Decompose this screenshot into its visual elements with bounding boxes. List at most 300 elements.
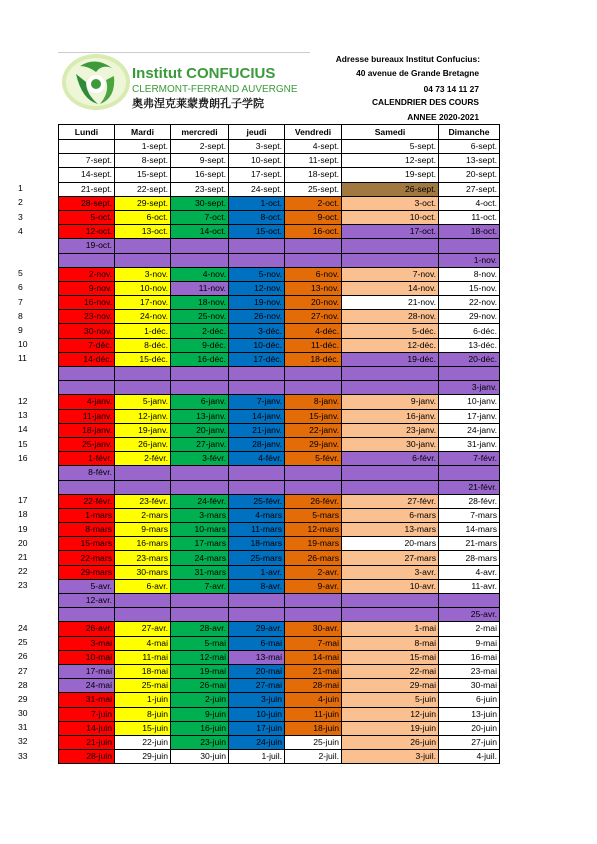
date-cell: 7-janv. <box>229 395 285 409</box>
date-cell: 2-mars <box>115 508 171 522</box>
date-cell: 11-oct. <box>439 210 500 224</box>
date-cell: 14-mai <box>285 650 342 664</box>
week-number: 2 <box>18 197 23 208</box>
date-cell: 26-févr. <box>285 494 342 508</box>
date-cell <box>171 367 229 381</box>
date-cell: 6-janv. <box>171 395 229 409</box>
date-cell <box>342 253 439 267</box>
date-cell: 22-mai <box>342 664 439 678</box>
date-cell: 5-févr. <box>285 452 342 466</box>
week-number: 14 <box>18 424 28 435</box>
date-cell: 19-oct. <box>59 239 115 253</box>
date-cell: 22-nov. <box>439 296 500 310</box>
table-row <box>59 594 500 608</box>
date-cell: 16-mars <box>115 537 171 551</box>
date-cell: 6-déc. <box>439 324 500 338</box>
date-cell: 23-mars <box>115 551 171 565</box>
date-cell: 18-sept. <box>285 168 342 182</box>
column-header-jeudi: jeudi <box>229 125 285 140</box>
table-row <box>59 494 500 508</box>
date-cell: 31-mars <box>171 565 229 579</box>
date-cell <box>115 466 171 480</box>
table-row <box>59 225 500 239</box>
date-cell: 2-mai <box>439 622 500 636</box>
date-cell: 11-janv. <box>59 409 115 423</box>
date-cell: 3-oct. <box>342 196 439 210</box>
table-row <box>59 409 500 423</box>
date-cell: 2-sept. <box>171 140 229 154</box>
date-cell <box>59 140 115 154</box>
date-cell: 21-juin <box>59 735 115 749</box>
table-row <box>59 352 500 366</box>
date-cell <box>285 608 342 622</box>
date-cell <box>59 480 115 494</box>
date-cell: 4-juil. <box>439 750 500 764</box>
date-cell <box>115 239 171 253</box>
week-number: 15 <box>18 438 28 449</box>
date-cell: 3-mai <box>59 636 115 650</box>
date-cell: 30-nov. <box>59 324 115 338</box>
date-cell: 19-mai <box>171 664 229 678</box>
date-cell: 3-sept. <box>229 140 285 154</box>
week-number: 28 <box>18 679 28 690</box>
date-cell: 17-oct. <box>342 225 439 239</box>
date-cell <box>171 608 229 622</box>
date-cell: 5-oct. <box>59 210 115 224</box>
date-cell: 5-janv. <box>115 395 171 409</box>
date-cell: 25-nov. <box>171 310 229 324</box>
date-cell: 28-mars <box>439 551 500 565</box>
table-row <box>59 154 500 168</box>
date-cell: 28-avr. <box>171 622 229 636</box>
date-cell <box>285 381 342 395</box>
date-cell: 2-avr. <box>285 565 342 579</box>
date-cell: 29-mai <box>342 679 439 693</box>
date-cell <box>229 466 285 480</box>
week-number: 16 <box>18 452 28 463</box>
table-row <box>59 523 500 537</box>
date-cell: 4-avr. <box>439 565 500 579</box>
date-cell: 17-janv. <box>439 409 500 423</box>
date-cell: 10-sept. <box>229 154 285 168</box>
date-cell: 16-nov. <box>59 296 115 310</box>
date-cell: 9-janv. <box>342 395 439 409</box>
date-cell <box>59 367 115 381</box>
table-row <box>59 636 500 650</box>
column-header-samedi: Samedi <box>342 125 439 140</box>
date-cell: 20-mai <box>229 664 285 678</box>
date-cell: 24-janv. <box>439 423 500 437</box>
date-cell: 23-juin <box>171 735 229 749</box>
phone-number: 04 73 14 11 27 <box>423 84 479 94</box>
date-cell: 5-mai <box>171 636 229 650</box>
date-cell: 8-mai <box>342 636 439 650</box>
date-cell: 7-sept. <box>59 154 115 168</box>
date-cell: 13-oct. <box>115 225 171 239</box>
week-number: 21 <box>18 552 28 563</box>
date-cell <box>285 239 342 253</box>
date-cell: 8-févr. <box>59 466 115 480</box>
date-cell: 24-févr. <box>171 494 229 508</box>
date-cell <box>342 466 439 480</box>
date-cell: 26-mai <box>171 679 229 693</box>
week-number: 18 <box>18 509 28 520</box>
week-number: 11 <box>18 353 27 364</box>
date-cell: 9-oct. <box>285 210 342 224</box>
date-cell: 22-mars <box>59 551 115 565</box>
date-cell: 18-mai <box>115 664 171 678</box>
date-cell: 4-déc. <box>285 324 342 338</box>
date-cell: 9-avr. <box>285 579 342 593</box>
date-cell: 12-sept. <box>342 154 439 168</box>
date-cell: 14-sept. <box>59 168 115 182</box>
date-cell: 25-avr. <box>439 608 500 622</box>
week-number: 23 <box>18 580 28 591</box>
course-calendar-table <box>58 124 500 764</box>
date-cell: 8-mars <box>59 523 115 537</box>
date-cell: 8-oct. <box>229 210 285 224</box>
date-cell: 27-mars <box>342 551 439 565</box>
date-cell <box>115 594 171 608</box>
date-cell: 3-mars <box>171 508 229 522</box>
date-cell: 21-nov. <box>342 296 439 310</box>
date-cell: 14-déc. <box>59 352 115 366</box>
date-cell: 15-juin <box>115 721 171 735</box>
date-cell: 16-juin <box>171 721 229 735</box>
date-cell: 10-janv. <box>439 395 500 409</box>
date-cell <box>439 466 500 480</box>
date-cell: 8-juin <box>115 707 171 721</box>
date-cell: 3-nov. <box>115 267 171 281</box>
date-cell: 4-mars <box>229 508 285 522</box>
week-number: 1 <box>18 183 23 194</box>
date-cell: 1-juin <box>115 693 171 707</box>
table-row <box>59 480 500 494</box>
date-cell: 6-oct. <box>115 210 171 224</box>
date-cell: 21-janv. <box>229 423 285 437</box>
date-cell: 2-nov. <box>59 267 115 281</box>
date-cell <box>285 367 342 381</box>
week-number: 8 <box>18 310 23 321</box>
date-cell: 12-avr. <box>59 594 115 608</box>
table-row <box>59 395 500 409</box>
week-number: 5 <box>18 268 23 279</box>
date-cell: 13-mars <box>342 523 439 537</box>
date-cell: 29-mars <box>59 565 115 579</box>
date-cell: 2-juil. <box>285 750 342 764</box>
date-cell: 6-sept. <box>439 140 500 154</box>
date-cell: 29-janv. <box>285 437 342 451</box>
date-cell: 10-mars <box>171 523 229 537</box>
date-cell <box>342 367 439 381</box>
date-cell: 24-nov. <box>115 310 171 324</box>
date-cell: 25-janv. <box>59 437 115 451</box>
date-cell <box>171 466 229 480</box>
date-cell: 22-sept. <box>115 182 171 196</box>
table-row <box>59 579 500 593</box>
date-cell: 30-sept. <box>171 196 229 210</box>
date-cell <box>115 608 171 622</box>
date-cell: 14-oct. <box>171 225 229 239</box>
date-cell: 21-mars <box>439 537 500 551</box>
date-cell: 3-juil. <box>342 750 439 764</box>
week-number: 3 <box>18 211 23 222</box>
date-cell <box>229 367 285 381</box>
date-cell: 3-déc. <box>229 324 285 338</box>
date-cell: 19-nov. <box>229 296 285 310</box>
date-cell: 26-mars <box>285 551 342 565</box>
week-number: 4 <box>18 225 23 236</box>
date-cell: 26-janv. <box>115 437 171 451</box>
date-cell: 1-juil. <box>229 750 285 764</box>
date-cell: 15-mars <box>59 537 115 551</box>
date-cell <box>342 239 439 253</box>
date-cell: 2-févr. <box>115 452 171 466</box>
date-cell: 25-mars <box>229 551 285 565</box>
date-cell: 5-avr. <box>59 579 115 593</box>
date-cell: 3-juin <box>229 693 285 707</box>
date-cell: 14-mars <box>439 523 500 537</box>
date-cell <box>229 239 285 253</box>
date-cell: 20-sept. <box>439 168 500 182</box>
table-row <box>59 182 500 196</box>
date-cell: 10-oct. <box>342 210 439 224</box>
date-cell: 9-mai <box>439 636 500 650</box>
date-cell: 9-mars <box>115 523 171 537</box>
date-cell: 13-nov. <box>285 281 342 295</box>
date-cell: 20-juin <box>439 721 500 735</box>
date-cell: 1-nov. <box>439 253 500 267</box>
date-cell: 27-nov. <box>285 310 342 324</box>
date-cell: 13-juin <box>439 707 500 721</box>
date-cell: 26-sept. <box>342 182 439 196</box>
date-cell <box>342 608 439 622</box>
date-cell: 1-févr. <box>59 452 115 466</box>
date-cell: 23-févr. <box>115 494 171 508</box>
address-title: Adresse bureaux Institut Confucius: <box>335 54 480 64</box>
date-cell: 11-mai <box>115 650 171 664</box>
date-cell: 30-mai <box>439 679 500 693</box>
week-number: 26 <box>18 651 28 662</box>
date-cell: 19-janv. <box>115 423 171 437</box>
week-number: 32 <box>18 736 28 747</box>
table-row <box>59 281 500 295</box>
table-row <box>59 537 500 551</box>
week-number: 29 <box>18 693 28 704</box>
week-number: 12 <box>18 395 28 406</box>
table-row <box>59 338 500 352</box>
date-cell: 7-déc. <box>59 338 115 352</box>
date-cell: 16-oct. <box>285 225 342 239</box>
calendar-year: ANNEE 2020-2021 <box>407 112 479 122</box>
date-cell: 9-nov. <box>59 281 115 295</box>
table-row <box>59 239 500 253</box>
date-cell: 4-oct. <box>439 196 500 210</box>
date-cell: 5-mars <box>285 508 342 522</box>
logo-name-en: Institut CONFUCIUS <box>132 65 276 82</box>
date-cell: 26-nov. <box>229 310 285 324</box>
date-cell: 6-mai <box>229 636 285 650</box>
table-row <box>59 622 500 636</box>
date-cell: 11-sept. <box>285 154 342 168</box>
date-cell: 12-nov. <box>229 281 285 295</box>
table-row <box>59 423 500 437</box>
date-cell <box>171 381 229 395</box>
date-cell: 29-nov. <box>439 310 500 324</box>
week-number: 9 <box>18 325 23 336</box>
week-number: 33 <box>18 750 28 761</box>
date-cell: 2-oct. <box>285 196 342 210</box>
date-cell: 27-sept. <box>439 182 500 196</box>
date-cell <box>59 253 115 267</box>
table-row <box>59 267 500 281</box>
date-cell: 25-sept. <box>285 182 342 196</box>
calendar-header-row <box>59 125 500 140</box>
date-cell: 18-nov. <box>171 296 229 310</box>
date-cell: 12-juin <box>342 707 439 721</box>
table-row <box>59 367 500 381</box>
calendar-title: CALENDRIER DES COURS <box>371 97 479 107</box>
date-cell: 2-déc. <box>171 324 229 338</box>
date-cell: 20-janv. <box>171 423 229 437</box>
date-cell: 18-juin <box>285 721 342 735</box>
date-cell: 16-mai <box>439 650 500 664</box>
column-header-mercredi: mercredi <box>171 125 229 140</box>
date-cell <box>439 367 500 381</box>
date-cell: 19-juin <box>342 721 439 735</box>
date-cell: 5-nov. <box>229 267 285 281</box>
table-row <box>59 608 500 622</box>
date-cell: 4-mai <box>115 636 171 650</box>
date-cell <box>171 239 229 253</box>
date-cell: 10-nov. <box>115 281 171 295</box>
date-cell: 21-févr. <box>439 480 500 494</box>
date-cell: 7-juin <box>59 707 115 721</box>
date-cell: 8-sept. <box>115 154 171 168</box>
date-cell: 7-avr. <box>171 579 229 593</box>
column-header-lundi: Lundi <box>59 125 115 140</box>
date-cell: 18-janv. <box>59 423 115 437</box>
week-number: 24 <box>18 622 28 633</box>
date-cell: 1-mars <box>59 508 115 522</box>
date-cell <box>342 594 439 608</box>
date-cell: 18-déc. <box>285 352 342 366</box>
date-cell <box>439 239 500 253</box>
date-cell: 9-sept. <box>171 154 229 168</box>
date-cell: 25-mai <box>115 679 171 693</box>
date-cell: 25-juin <box>285 735 342 749</box>
date-cell: 29-sept. <box>115 196 171 210</box>
date-cell: 28-sept. <box>59 196 115 210</box>
date-cell: 7-févr. <box>439 452 500 466</box>
date-cell: 19-mars <box>285 537 342 551</box>
date-cell: 3-avr. <box>342 565 439 579</box>
date-cell: 8-nov. <box>439 267 500 281</box>
table-row <box>59 324 500 338</box>
date-cell: 9-déc. <box>171 338 229 352</box>
date-cell: 7-mai <box>285 636 342 650</box>
date-cell <box>59 608 115 622</box>
date-cell: 12-mai <box>171 650 229 664</box>
date-cell: 9-juin <box>171 707 229 721</box>
date-cell: 15-déc. <box>115 352 171 366</box>
date-cell: 1-déc. <box>115 324 171 338</box>
date-cell <box>115 480 171 494</box>
table-row <box>59 721 500 735</box>
date-cell: 27-avr. <box>115 622 171 636</box>
date-cell: 5-juin <box>342 693 439 707</box>
date-cell: 28-févr. <box>439 494 500 508</box>
date-cell: 11-avr. <box>439 579 500 593</box>
date-cell: 23-janv. <box>342 423 439 437</box>
table-row <box>59 707 500 721</box>
date-cell: 13-mai <box>229 650 285 664</box>
date-cell: 1-oct. <box>229 196 285 210</box>
date-cell: 4-janv. <box>59 395 115 409</box>
date-cell: 6-avr. <box>115 579 171 593</box>
date-cell: 25-févr. <box>229 494 285 508</box>
date-cell: 17-juin <box>229 721 285 735</box>
table-row <box>59 140 500 154</box>
week-number: 27 <box>18 665 28 676</box>
table-row <box>59 664 500 678</box>
date-cell: 17-nov. <box>115 296 171 310</box>
week-number: 13 <box>18 410 28 421</box>
date-cell: 14-juin <box>59 721 115 735</box>
date-cell: 19-sept. <box>342 168 439 182</box>
date-cell: 20-mars <box>342 537 439 551</box>
date-cell: 7-mars <box>439 508 500 522</box>
date-cell: 17-sept. <box>229 168 285 182</box>
table-row <box>59 750 500 764</box>
date-cell: 30-mars <box>115 565 171 579</box>
date-cell: 15-janv. <box>285 409 342 423</box>
table-row <box>59 210 500 224</box>
date-cell: 14-nov. <box>342 281 439 295</box>
date-cell: 4-févr. <box>229 452 285 466</box>
date-cell <box>229 594 285 608</box>
date-cell: 30-avr. <box>285 622 342 636</box>
date-cell: 28-janv. <box>229 437 285 451</box>
date-cell: 13-sept. <box>439 154 500 168</box>
table-row <box>59 565 500 579</box>
date-cell: 4-nov. <box>171 267 229 281</box>
week-number: 7 <box>18 296 23 307</box>
date-cell: 22-juin <box>115 735 171 749</box>
date-cell: 10-déc. <box>229 338 285 352</box>
week-number: 19 <box>18 523 28 534</box>
date-cell: 17-mai <box>59 664 115 678</box>
date-cell: 8-janv. <box>285 395 342 409</box>
table-row <box>59 551 500 565</box>
date-cell <box>285 253 342 267</box>
week-number: 17 <box>18 495 28 506</box>
date-cell: 13-déc. <box>439 338 500 352</box>
date-cell <box>115 367 171 381</box>
date-cell: 17-mars <box>171 537 229 551</box>
date-cell: 3-févr. <box>171 452 229 466</box>
date-cell: 21-mai <box>285 664 342 678</box>
table-row <box>59 508 500 522</box>
date-cell <box>171 253 229 267</box>
date-cell: 29-avr. <box>229 622 285 636</box>
date-cell <box>115 381 171 395</box>
date-cell: 27-juin <box>439 735 500 749</box>
date-cell: 15-nov. <box>439 281 500 295</box>
date-cell: 4-juin <box>285 693 342 707</box>
date-cell: 28-mai <box>285 679 342 693</box>
date-cell: 16-sept. <box>171 168 229 182</box>
